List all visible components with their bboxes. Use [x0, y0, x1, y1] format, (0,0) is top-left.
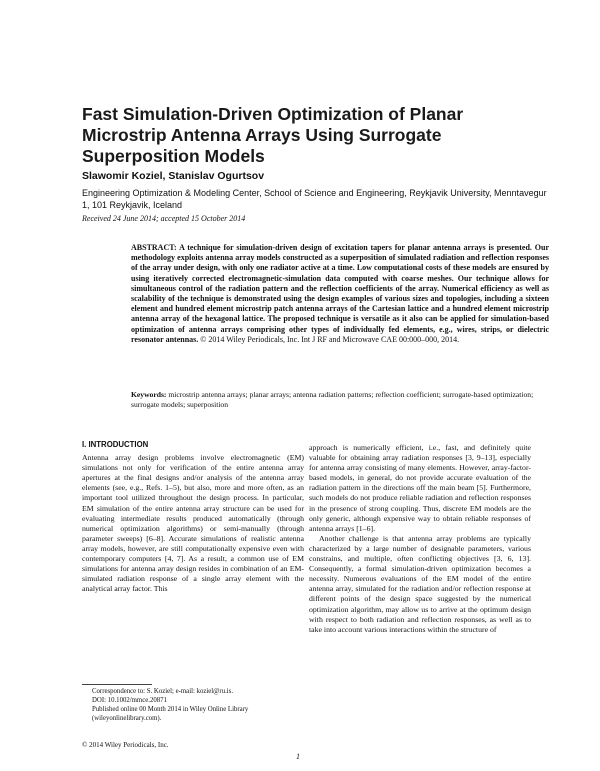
section-heading: I. INTRODUCTION [82, 440, 149, 449]
keywords [131, 390, 549, 410]
received-dates: Received 24 June 2014; accepted 15 October 2014 [82, 214, 246, 223]
abstract-label: ABSTRACT: [131, 243, 177, 252]
footnote-published: Published online 00 Month 2014 in Wiley Online Library (wileyonlinelibrary.com). [92, 706, 249, 722]
left-column [82, 440, 304, 594]
paper-authors: Slawomir Koziel, Stanislav Ogurtsov [82, 170, 265, 182]
keywords-text: microstrip antenna arrays; planar arrays; antenna radiation patterns; reflection coefficient; surrogate-based optimization; surrogate models; superposition [131, 390, 534, 410]
footnote-correspondence: Correspondence to: S. Koziel; e-mail: koziel@ru.is. [92, 688, 234, 695]
abstract-copyright: © 2014 Wiley Periodicals, Inc. Int J RF and Microwave CAE 00:000–000, 2014. [200, 334, 460, 344]
intro-paragraph-1-cont: approach is numerically efficient, i.e., fast, and definitely quite valuable for obtaining array radiation responses [3, 9–13], especially for antenna array consisting of many elements. However, array-factor-based models, in general, do not provide accurate evaluation of the radiation pattern in the directions off the main beam [5]. Furthermore, such models do not produce reliable radiation and reflection responses in the presence of strong coupling. Thus, discrete EM models are the only generic, although expensive way to obtain reliable responses of antenna arrays [1–6]. [309, 443, 531, 533]
paper-title: Fast Simulation-Driven Optimization of Planar Microstrip Antenna Arrays Using Surrogate Superposition Models [82, 104, 464, 166]
author-affiliation: Engineering Optimization & Modeling Center, School of Science and Engineering, Reykjavik University, Menntavegur 1, 101 Reykjavik, Iceland [82, 188, 547, 210]
footnotes [92, 687, 302, 723]
right-column [309, 443, 531, 635]
footnote-doi: DOI: 10.1002/mmce.20871 [92, 697, 167, 704]
intro-paragraph-1: Antenna array design problems involve electromagnetic (EM) simulations not only for verification of the entire antenna array apertures at the final designs and/or analysis of the antenna array elements (see, e.g., Refs. 1–5), but also, more and more often, as an important tool utilized throughout the design process. In particular, EM simulation of the entire antenna array structure can be used for evaluating intermediate results produced automatically (through numerical optimization algorithms) or semi-manually (through parameter sweeps) [6–8]. Accurate simulations of realistic antenna array models, however, are still computationally expensive even with contemporary computers [4, 7]. As a result, a common use of EM simulations for antenna array design resides in combination of an EM-simulated radiation response of a single array element with the analytical array factor. This [82, 453, 304, 594]
footnote-rule [82, 684, 152, 685]
abstract-text: A technique for simulation-driven design of excitation tapers for planar antenna arrays is presented. Our methodology exploits antenna array models constructed as a superposition of simulated radiation and reflection responses of the array under design, with only one radiator active at a time. Low computational costs of these models are ensured by using iteratively corrected electromagnetic-simulation data computed with coarse meshes. Our technique allows for simultaneous control of the radiation pattern and the reflection coefficients of the array. Numerical efficiency as well as scalability of the technique is demonstrated using the design examples of various sizes and topologies, including a sixteen element and hundred element microstrip patch antenna arrays of the Cartesian lattice and a hundred element microstrip antenna array of the hexagonal lattice. The proposed technique is versatile as it also can be applied for simulation-based optimization of antenna arrays comprising other types of individually fed elements, e.g., wires, strips, or dielectric resonator antennas. [131, 243, 549, 344]
footer-copyright: © 2014 Wiley Periodicals, Inc. [82, 741, 169, 749]
keywords-label: Keywords: [131, 390, 167, 399]
page-number: 1 [296, 752, 300, 761]
intro-paragraph-2: Another challenge is that antenna array problems are typically characterized by a large number of designable parameters, various constrains, and multiple, often conflicting objectives [3, 6, 13]. Consequently, a formal simulation-driven optimization becomes a necessity. Numerous evaluations of the EM model of the entire antenna array, simulated for the radiation and/or reflection response at different points of the design space suggested by the numerical optimization algorithm, may allow us to arrive at the optimum design with respect to both radiation and reflection responses, as well as to take into account various interactions within the structure of [309, 533, 531, 634]
abstract [131, 243, 549, 345]
